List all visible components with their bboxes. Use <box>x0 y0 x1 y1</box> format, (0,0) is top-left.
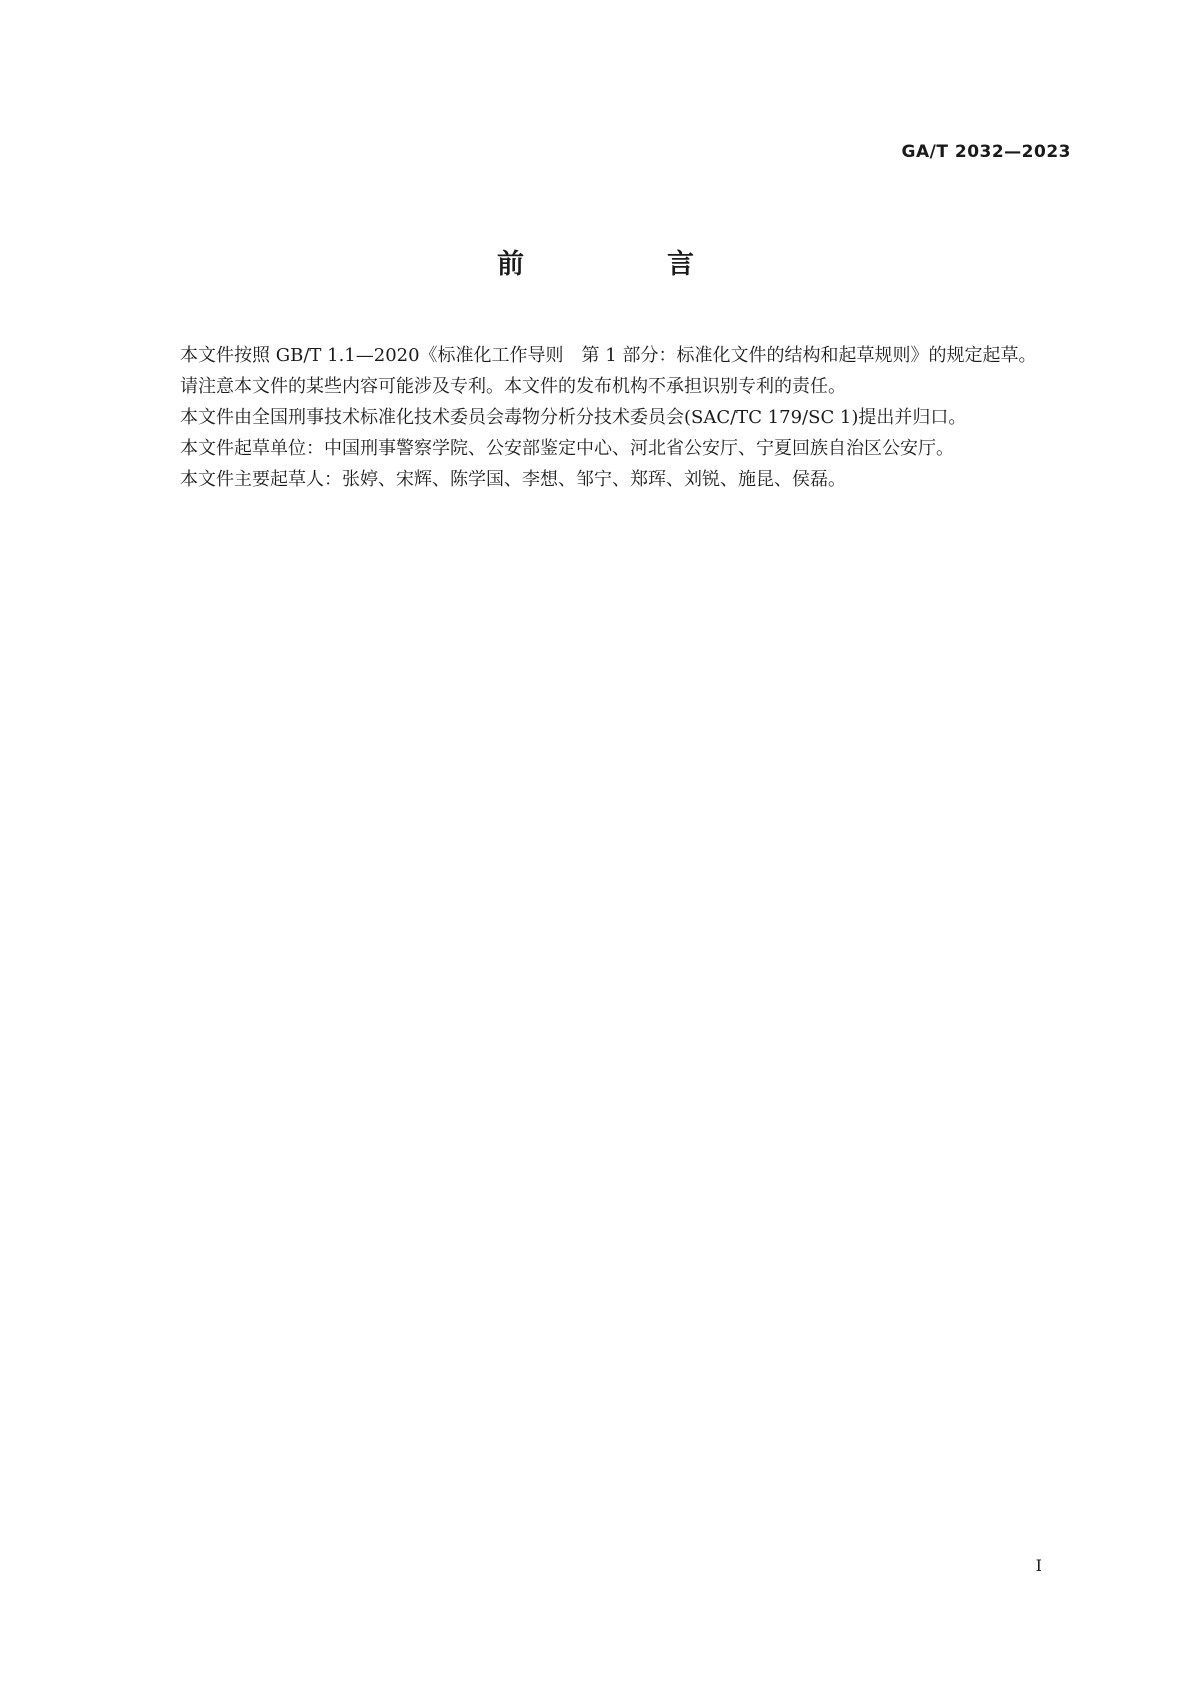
page-number: I <box>1035 1556 1042 1575</box>
paragraph-patent-notice: 请注意本文件的某些内容可能涉及专利。本文件的发布机构不承担识别专利的责任。 <box>180 376 846 397</box>
foreword-body <box>144 340 1068 495</box>
page-title: 前 言 <box>497 249 752 280</box>
paragraph-proposer: 本文件由全国刑事技术标准化技术委员会毒物分析分技术委员会(SAC/TC 179/SC 1)提出并归口。 <box>180 407 967 428</box>
paragraph-drafters: 本文件主要起草人：张婷、宋辉、陈学国、李想、邹宁、郑珲、刘锐、施昆、侯磊。 <box>180 469 846 490</box>
paragraph-drafting-rules: 本文件按照 GB/T 1.1—2020《标准化工作导则 第 1 部分：标准化文件的结构和起草规则》的规定起草。 <box>180 345 1037 366</box>
paragraph-drafting-units: 本文件起草单位：中国刑事警察学院、公安部鉴定中心、河北省公安厅、宁夏回族自治区公安厅。 <box>180 438 954 459</box>
standard-code: GA/T 2032—2023 <box>901 142 1071 162</box>
